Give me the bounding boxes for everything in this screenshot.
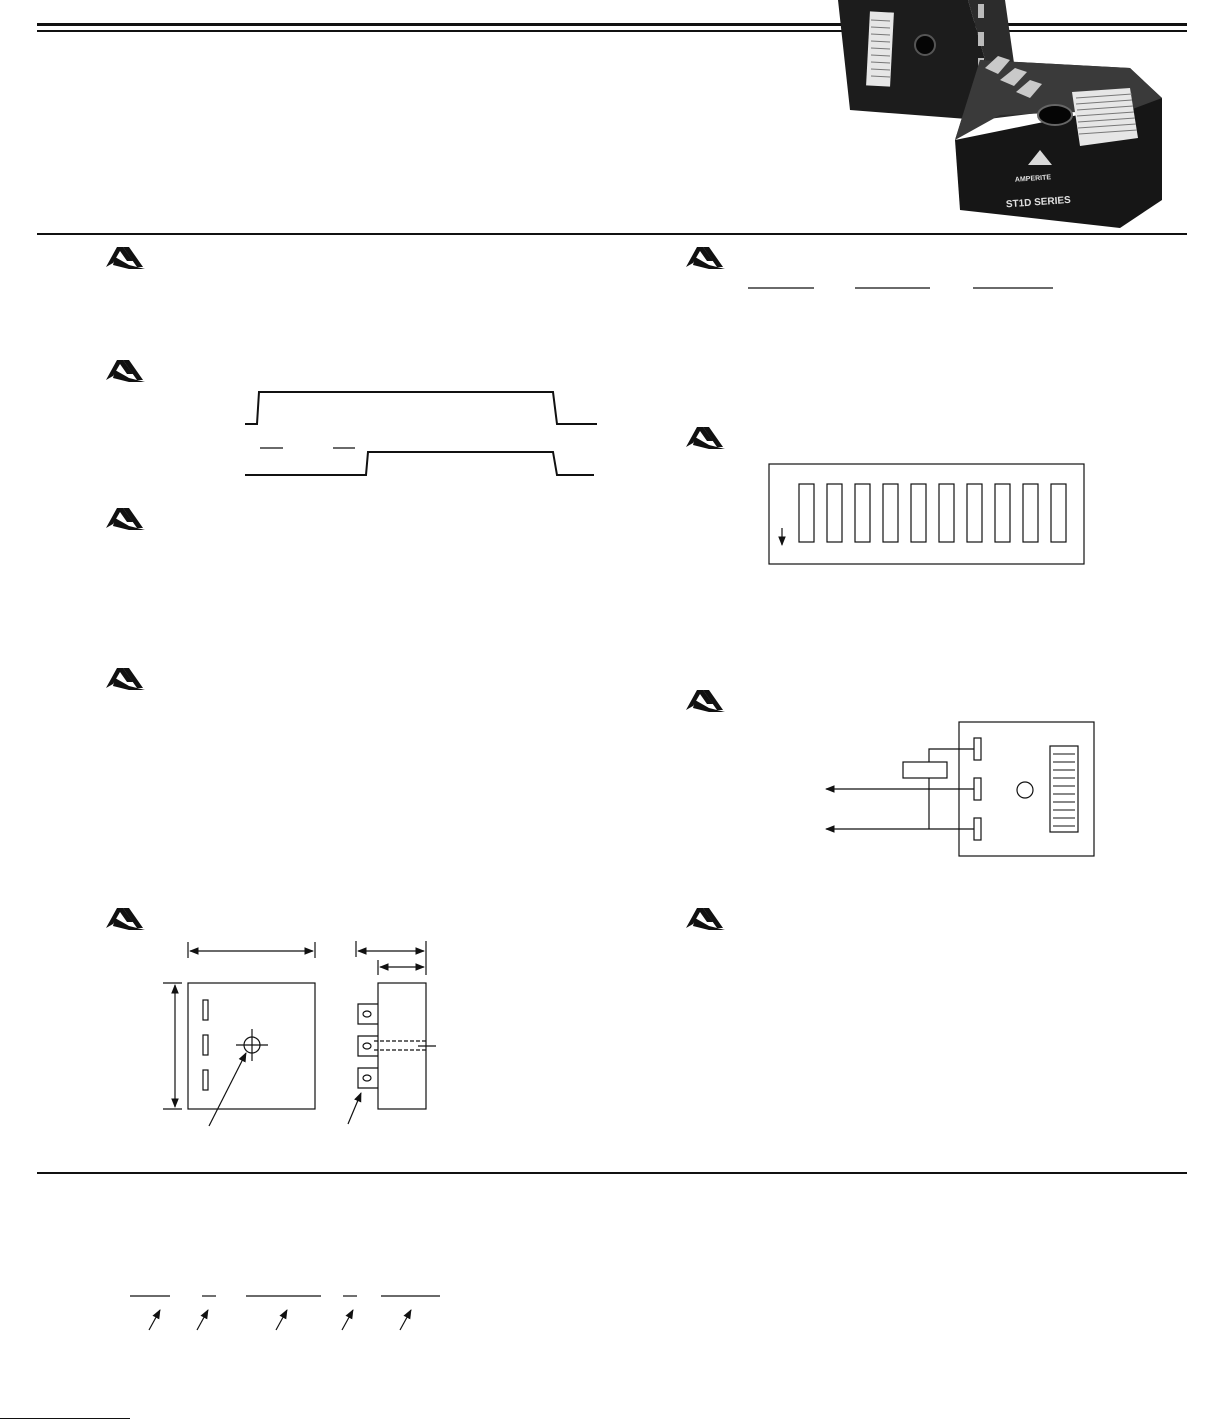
series-label: ST1D SERIES <box>1005 194 1072 211</box>
dip-switch-position <box>911 484 926 542</box>
dip-switch-position <box>1051 484 1066 542</box>
dip-switch-position <box>967 484 982 542</box>
dip-switch-position <box>883 484 898 542</box>
brand-label: AMPERITE <box>1014 174 1052 184</box>
dip-switch-position <box>799 484 814 542</box>
dip-switch-position <box>995 484 1010 542</box>
dip-switch-position <box>855 484 870 542</box>
dip-switch-position <box>939 484 954 542</box>
dip-switch-position <box>827 484 842 542</box>
wiring-diagram <box>826 722 1094 856</box>
dip-switch-position <box>1023 484 1038 542</box>
ordering-guide <box>130 1296 440 1330</box>
timing-diagram <box>245 392 597 475</box>
dimension-drawing <box>163 941 436 1126</box>
dip-switch-diagram <box>769 464 1084 564</box>
